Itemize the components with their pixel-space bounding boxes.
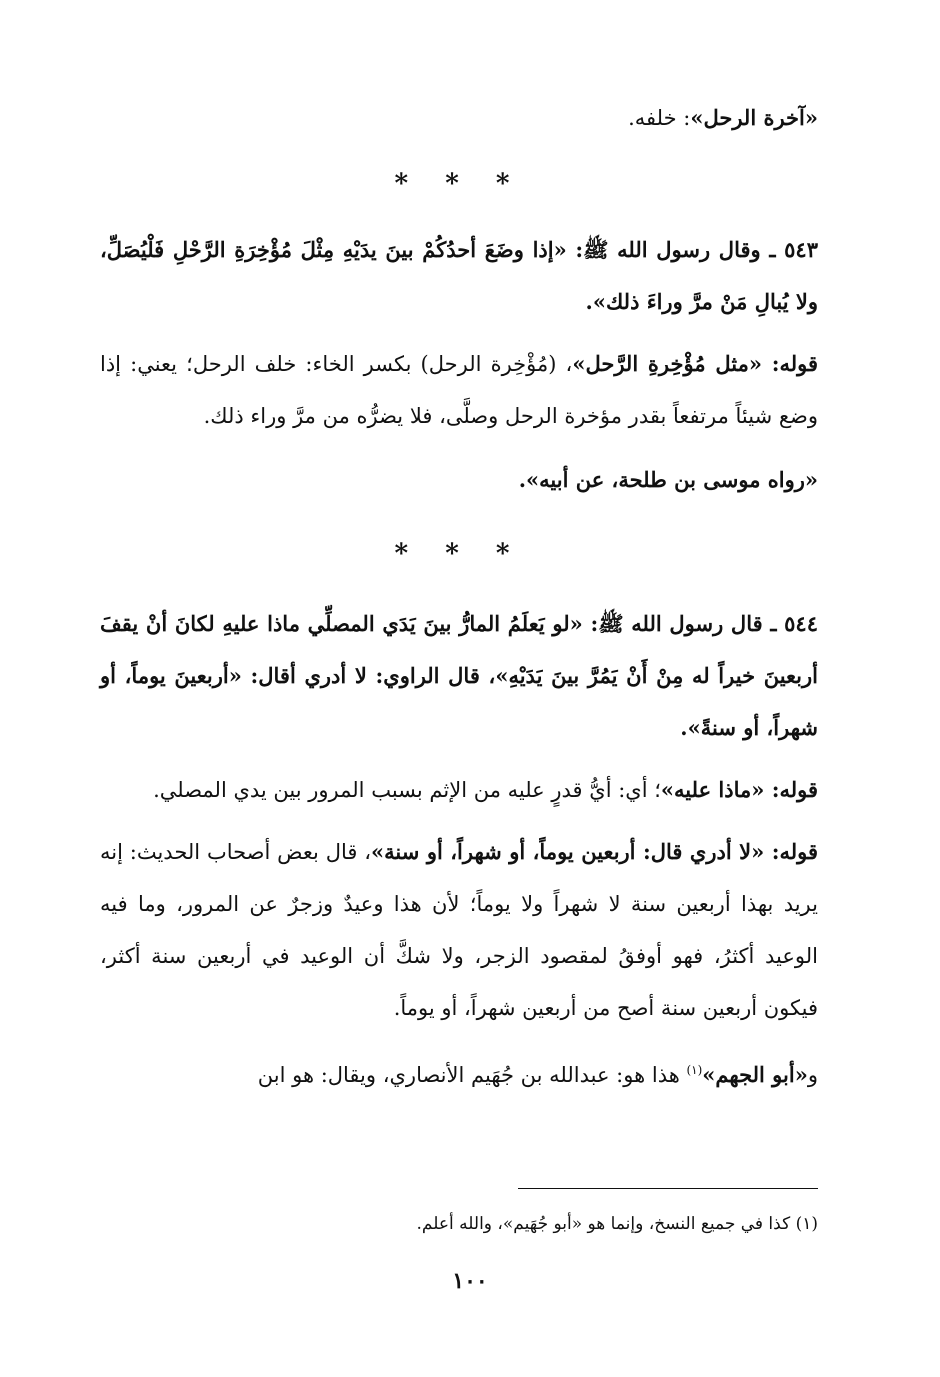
narration-text: «رواه موسى بن طلحة، عن أبيه».	[518, 467, 818, 492]
commentary-abu-jahm	[100, 1044, 818, 1101]
paragraph-gloss-akhirat-al-rahl	[100, 92, 818, 144]
page-body	[100, 80, 818, 1101]
page-number: ١٠٠	[452, 1268, 488, 1294]
gloss-text: : خلفه.	[628, 106, 691, 130]
section-separator: * * *	[394, 539, 524, 569]
footnote: (١) كذا في جميع النسخ، وإنما هو «أبو جُهَيم»، والله أعلم.	[416, 1214, 818, 1234]
hadith-543	[100, 224, 818, 328]
narration-note	[100, 454, 818, 506]
commentary-544-a	[100, 764, 818, 816]
hadith-543-text: ٥٤٣ ـ وقال رسول الله ﷺ: «إذا وضَعَ أحدُكُمْ بينَ يدَيْهِ مِثْلَ مُؤْخِرَةِ الرَّحْلِ فَلْيُصَلِّ، ولا يُبالِ مَنْ مرَّ وراءَ ذلك».	[100, 237, 818, 314]
commentary-text: ، (مُؤْخِرة الرحل) بكسر الخاء: خلف الرحل؛ يعني: إذا وضع شيئاً مرتفعاً بقدر مؤخرة الرحل وصلَّى، فلا يضرُّه من مرَّ وراء ذلك.	[100, 352, 818, 428]
commentary-text: ، قال بعض أصحاب الحديث: إنه يريد بهذا أربعين سنة لا شهراً ولا يوماً؛ لأن هذا وعيدٌ وزجرٌ عن المرور، وما فيه الوعيد أكثرُ، فهو أوفقُ لمقصود الزجر، ولا شكَّ أن الوعيد في أربعين سنة أكثر، فيكون أربعين سنة أصح من أربعين شهراً، أو يوماً.	[100, 840, 818, 1020]
commentary-term: «ماذا عليه»	[660, 777, 765, 802]
footnote-divider	[518, 1188, 818, 1189]
commentary-prefix: و	[807, 1063, 818, 1087]
commentary-prefix: قوله:	[761, 351, 819, 376]
section-separator: * * *	[394, 169, 524, 199]
commentary-prefix: قوله:	[764, 777, 818, 802]
commentary-text: هذا هو: عبدالله بن جُهَيم الأنصاري، ويقال: هو ابن	[257, 1063, 687, 1087]
commentary-text: ؛ أي: أيُّ قدرٍ عليه من الإثم بسبب المرور بين يدي المصلي.	[153, 778, 661, 802]
commentary-term: «أبو الجهم»	[702, 1062, 808, 1087]
commentary-543	[100, 338, 818, 442]
footnote-marker: (١)	[686, 1063, 703, 1077]
gloss-term: «آخرة الرحل»	[690, 105, 818, 130]
commentary-544-b	[100, 826, 818, 1034]
commentary-term: «لا أدري قال: أربعين يوماً، أو شهراً، أو سنة»	[371, 839, 765, 864]
commentary-term: «مثل مُؤْخِرةِ الرَّحل»	[572, 351, 762, 376]
commentary-prefix: قوله:	[764, 839, 819, 864]
hadith-544	[100, 598, 818, 754]
hadith-544-text: ٥٤٤ ـ قال رسول الله ﷺ: «لو يَعلَمُ المارُّ بينَ يَدَي المصلِّي ماذا عليهِ لكانَ أنْ يقفَ أربعينَ خيراً له مِنْ أَنْ يَمُرَّ بينَ يَدَيْهِ»، قال الراوي: لا أدري أقال: «أربعينَ يوماً، أو شهراً، أو سنةً».	[100, 611, 818, 740]
